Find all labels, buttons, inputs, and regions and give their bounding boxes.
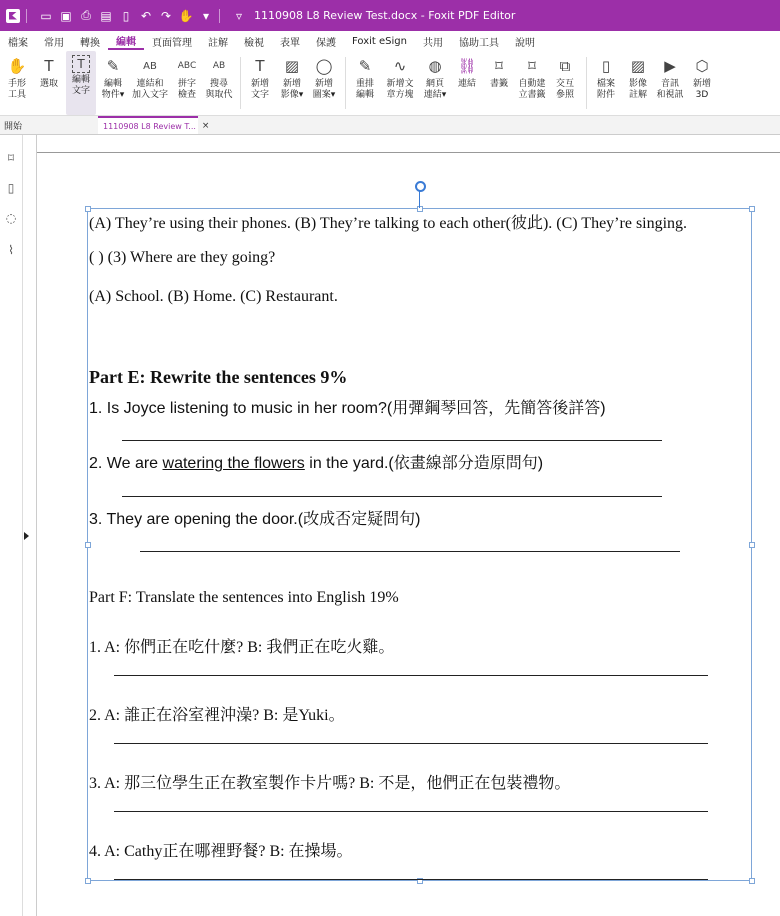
add-text-icon: T xyxy=(255,57,265,75)
hand-tool-button[interactable] xyxy=(2,51,32,115)
menu-edit[interactable]: 編輯 xyxy=(108,33,144,50)
add-shape-label: 新增 圖案▾ xyxy=(312,79,336,100)
article-icon: ∿ xyxy=(393,57,407,75)
menu-home[interactable]: 常用 xyxy=(44,37,64,49)
resize-handle[interactable] xyxy=(85,542,91,548)
spell-check-icon: ABC xyxy=(177,61,197,71)
question-3: ( ) (3) Where are they going? xyxy=(89,249,276,266)
edit-text-label: 編輯 文字 xyxy=(71,75,90,96)
add-text-button[interactable] xyxy=(245,51,275,115)
close-tab-icon[interactable]: × xyxy=(201,121,210,131)
redo-icon[interactable]: ↷ xyxy=(160,8,172,23)
resize-handle[interactable] xyxy=(749,542,755,548)
reflow-label: 重排 編輯 xyxy=(355,79,374,100)
web-links-label: 網頁 連結▾ xyxy=(423,79,447,100)
ribbon-toolbar xyxy=(0,51,780,116)
divider xyxy=(26,9,27,23)
video-camera-icon: ▶ xyxy=(664,57,676,75)
edit-object-button[interactable] xyxy=(98,51,128,115)
expand-panel-arrow-icon[interactable] xyxy=(24,532,29,540)
part-e-item-2-pre: 2. We are xyxy=(89,455,163,472)
add-3d-label: 新增 3D xyxy=(692,79,711,100)
part-e-item-3: 3. They are opening the door.(改成否定疑問句) xyxy=(89,511,421,528)
answer-line xyxy=(122,496,662,497)
question-3-options: (A) School. (B) Home. (C) Restaurant. xyxy=(89,288,338,305)
answer-line xyxy=(114,879,708,880)
edit-object-label: 編輯 物件▾ xyxy=(101,79,125,100)
image-annotation-label: 影像 註解 xyxy=(628,79,647,100)
answer-line xyxy=(114,743,708,744)
divider xyxy=(219,9,220,23)
menu-view[interactable]: 檢視 xyxy=(244,37,264,49)
document-tab-bar xyxy=(0,116,780,135)
auto-bookmark-button[interactable] xyxy=(516,51,548,115)
comments-panel-icon[interactable]: ◌ xyxy=(5,211,17,225)
add-image-label: 新增 影像▾ xyxy=(280,79,304,100)
cross-reference-button[interactable] xyxy=(550,51,580,115)
part-e-item-1: 1. Is Joyce listening to music in her room?(用彈鋼琴回答，先簡答後詳答) xyxy=(89,400,606,417)
find-replace-label: 搜尋 與取代 xyxy=(205,79,233,100)
attachment-icon: ▯ xyxy=(601,57,611,75)
hand-tool-icon[interactable]: ✋ xyxy=(178,8,194,23)
part-e-item-2-post: in the yard.(依畫線部分造原問句) xyxy=(304,455,544,472)
divider xyxy=(345,57,346,109)
auto-bookmark-icon: ⌑ xyxy=(528,57,536,75)
add-image-button[interactable] xyxy=(277,51,307,115)
add-shape-button[interactable] xyxy=(309,51,339,115)
hand-tool-label: 手形 工具 xyxy=(7,79,26,100)
tab-document-label: 1110908 L8 Review T... xyxy=(103,121,196,131)
audio-video-button[interactable] xyxy=(655,51,685,115)
add-text-label: 新增 文字 xyxy=(250,79,269,100)
find-replace-icon: AB xyxy=(212,61,226,71)
add-3d-button[interactable] xyxy=(687,51,717,115)
bookmark-label: 書籤 xyxy=(489,79,508,89)
link-add-text-button[interactable] xyxy=(130,51,170,115)
part-f-item-4: 4. A: Cathy正在哪裡野餐? B: 在操場。 xyxy=(89,843,353,860)
hand-icon: ✋ xyxy=(7,57,27,75)
part-e-item-2 xyxy=(89,450,543,473)
select-label: 選取 xyxy=(39,79,58,89)
add-article-button[interactable] xyxy=(382,51,418,115)
tab-document[interactable] xyxy=(98,116,210,134)
answer-line xyxy=(114,811,708,812)
part-f-item-3: 3. A: 那三位學生正在教室製作卡片嗎? B: 不是，他們正在包裝禮物。 xyxy=(89,775,571,792)
undo-icon[interactable]: ↶ xyxy=(140,8,152,23)
page-edge xyxy=(37,152,780,153)
add-article-label: 新增文 章方塊 xyxy=(386,79,414,100)
bookmark-panel-icon[interactable]: ⌑ xyxy=(7,151,15,165)
menu-accessibility[interactable]: 協助工具 xyxy=(458,37,499,49)
reflow-edit-button[interactable] xyxy=(350,51,380,115)
answer-line xyxy=(114,675,708,676)
link-label: 連結 xyxy=(457,79,476,89)
resize-handle[interactable] xyxy=(749,878,755,884)
audio-video-label: 音訊 和視訊 xyxy=(656,79,684,100)
new-document-icon[interactable]: ▯ xyxy=(122,8,130,23)
image-annotation-icon: ▨ xyxy=(630,57,646,75)
attachments-panel-icon[interactable]: ⌇ xyxy=(8,243,14,257)
find-replace-button[interactable] xyxy=(204,51,234,115)
bookmark-icon: ⌑ xyxy=(495,57,503,75)
reflow-icon: ✎ xyxy=(358,57,372,75)
q-options-line: (A) They’re using their phones. (B) They’re talking to each other(彼此). (C) They’re singing. xyxy=(89,215,688,232)
part-f-item-1: 1. A: 你們正在吃什麼? B: 我們正在吃火雞。 xyxy=(89,639,395,656)
auto-bookmark-label: 自動建 立書籤 xyxy=(518,79,546,100)
spell-check-label: 拼字 檢查 xyxy=(177,79,196,100)
collapse-ribbon-icon[interactable]: ▿ xyxy=(235,8,243,23)
menu-organize[interactable]: 頁面管理 xyxy=(152,37,192,49)
spell-check-button[interactable] xyxy=(172,51,202,115)
web-links-button[interactable] xyxy=(420,51,450,115)
file-attachment-label: 檔案 附件 xyxy=(596,79,615,100)
scan-icon[interactable]: ▤ xyxy=(100,8,112,23)
bookmark-button[interactable] xyxy=(484,51,514,115)
menu-help[interactable]: 說明 xyxy=(514,37,535,49)
select-button[interactable] xyxy=(34,51,64,115)
save-icon[interactable]: ▣ xyxy=(60,8,72,23)
answer-line xyxy=(140,551,680,552)
shape-icon: ◯ xyxy=(315,57,333,75)
customize-dropdown-icon[interactable]: ▾ xyxy=(202,8,210,23)
edit-text-icon: T xyxy=(72,55,90,73)
link-button[interactable] xyxy=(452,51,482,115)
cross-reference-label: 交互 參照 xyxy=(555,79,574,100)
menu-bar xyxy=(0,31,780,51)
edit-object-icon: ✎ xyxy=(106,57,120,75)
print-icon[interactable]: ⎙ xyxy=(81,8,91,22)
title-bar xyxy=(0,0,780,31)
edit-text-button[interactable] xyxy=(66,51,96,115)
menu-protect[interactable]: 保護 xyxy=(316,37,336,49)
link-icon: ⛓ xyxy=(457,57,477,75)
menu-comment[interactable]: 註解 xyxy=(208,37,228,49)
rotation-stem xyxy=(419,191,420,208)
part-f-title: Part F: Translate the sentences into English 19% xyxy=(89,589,399,606)
menu-file[interactable]: 檔案 xyxy=(8,37,28,49)
globe-icon: ◍ xyxy=(428,57,442,75)
divider xyxy=(586,57,587,109)
menu-convert[interactable]: 轉換 xyxy=(80,37,100,49)
navigation-panel xyxy=(0,135,23,916)
answer-line xyxy=(122,440,662,441)
part-f-item-2: 2. A: 誰正在浴室裡沖澡? B: 是Yuki。 xyxy=(89,707,345,724)
resize-handle[interactable] xyxy=(749,206,755,212)
part-e-item-2-underlined: watering the flowers xyxy=(162,455,305,472)
menu-foxit-esign[interactable]: Foxit eSign xyxy=(352,35,407,47)
image-annotation-button[interactable] xyxy=(623,51,653,115)
part-e-title: Part E: Rewrite the sentences 9% xyxy=(89,367,348,387)
file-attachment-button[interactable] xyxy=(591,51,621,115)
tab-home[interactable]: 開始 xyxy=(4,122,23,132)
resize-handle[interactable] xyxy=(85,878,91,884)
window-title: 1110908 L8 Review Test.docx - Foxit PDF Editor xyxy=(254,9,516,22)
foxit-logo-icon xyxy=(6,9,20,23)
divider xyxy=(240,57,241,109)
open-folder-icon[interactable]: ▭ xyxy=(40,8,52,23)
cube-icon: ⬡ xyxy=(695,57,709,75)
menu-share[interactable]: 共用 xyxy=(422,37,443,49)
image-icon: ▨ xyxy=(284,57,300,75)
menu-form[interactable]: 表單 xyxy=(280,37,300,49)
pages-panel-icon[interactable]: ▯ xyxy=(7,181,15,195)
link-text-icon: AB xyxy=(143,60,157,72)
rotate-handle-icon[interactable] xyxy=(415,181,426,192)
cross-reference-icon: ⧉ xyxy=(559,57,571,75)
link-add-label: 連結和 加入文字 xyxy=(131,79,168,100)
select-text-icon: T xyxy=(44,57,54,75)
